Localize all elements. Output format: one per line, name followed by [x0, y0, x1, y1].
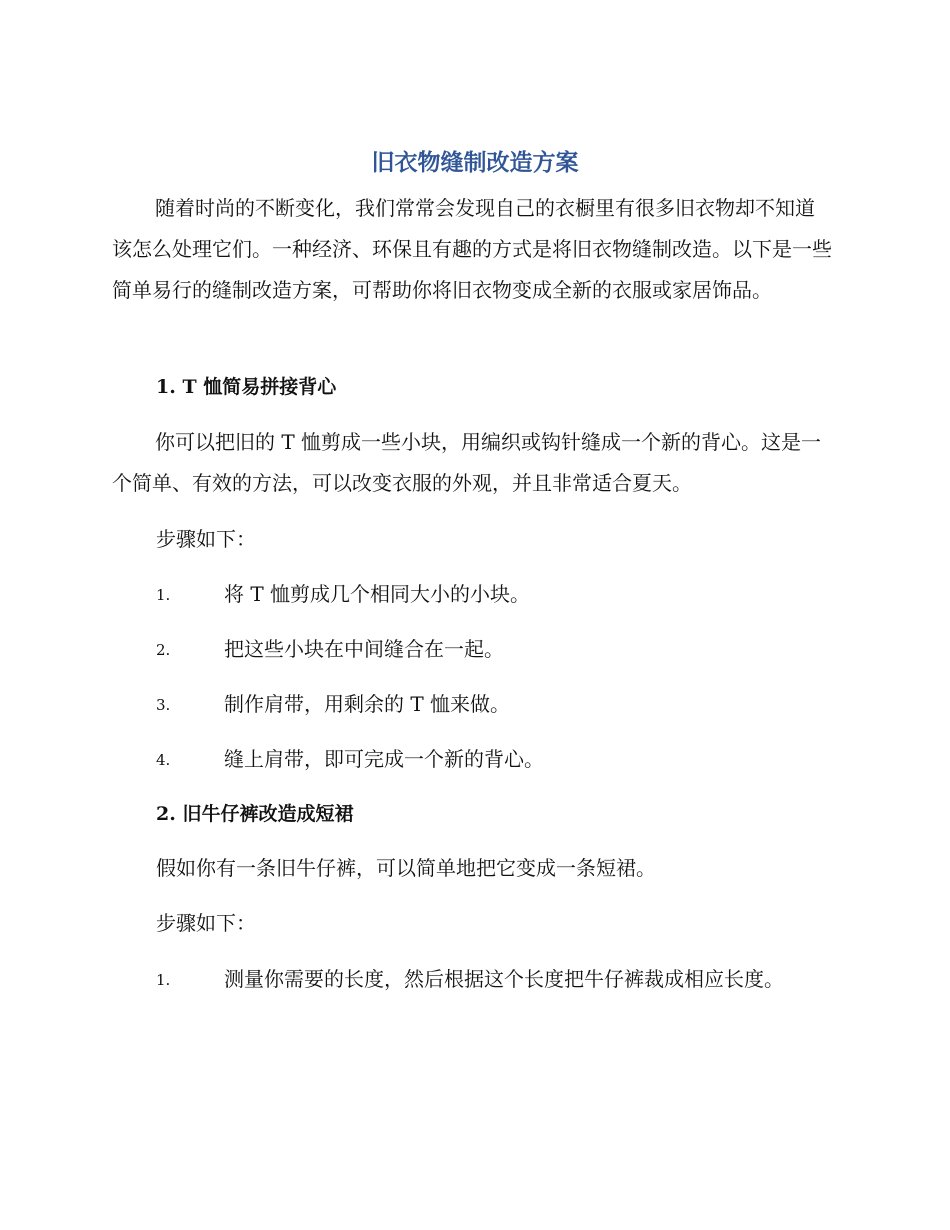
step-number: 4. — [156, 751, 171, 769]
document-title: 旧衣物缝制改造方案 — [371, 150, 579, 176]
step-number: 1. — [156, 971, 171, 989]
section-1-paragraph: 你可以把旧的 T 恤剪成一些小块，用编织或钩针缝成一个新的背心。这是一个简单、有效的方法，可以改变衣服的外观，并且非常适合夏天。 — [112, 430, 822, 495]
section-1-step-3 — [156, 689, 856, 719]
section-1-steps-label: 步骤如下： — [156, 527, 256, 551]
section-2-paragraph: 假如你有一条旧牛仔裤，可以简单地把它变成一条短裙。 — [156, 856, 656, 880]
step-number: 2. — [156, 641, 171, 659]
section-1-step-2 — [156, 634, 856, 664]
section-1-step-4 — [156, 744, 856, 774]
section-2-step-1 — [156, 964, 856, 994]
section-2-steps-label: 步骤如下： — [156, 911, 256, 935]
step-text: 把这些小块在中间缝合在一起。 — [224, 637, 504, 661]
step-number: 3. — [156, 696, 171, 714]
step-text: 将 T 恤剪成几个相同大小的小块。 — [224, 582, 531, 606]
intro-paragraph: 随着时尚的不断变化，我们常常会发现自己的衣橱里有很多旧衣物却不知道该怎么处理它们。一种经济、环保且有趣的方式是将旧衣物缝制改造。以下是一些简单易行的缝制改造方案，可帮助你将旧衣物变成全新的衣服或家居饰品。 — [112, 196, 832, 302]
step-text: 缝上肩带，即可完成一个新的背心。 — [224, 747, 544, 771]
step-text: 测量你需要的长度，然后根据这个长度把牛仔裤裁成相应长度。 — [224, 967, 784, 991]
section-heading-2: 2. 旧牛仔裤改造成短裙 — [156, 803, 354, 825]
section-heading-1: 1. T 恤简易拼接背心 — [156, 376, 337, 398]
step-text: 制作肩带，用剩余的 T 恤来做。 — [224, 692, 511, 716]
step-number: 1. — [156, 586, 171, 604]
section-1-step-1 — [156, 579, 856, 609]
